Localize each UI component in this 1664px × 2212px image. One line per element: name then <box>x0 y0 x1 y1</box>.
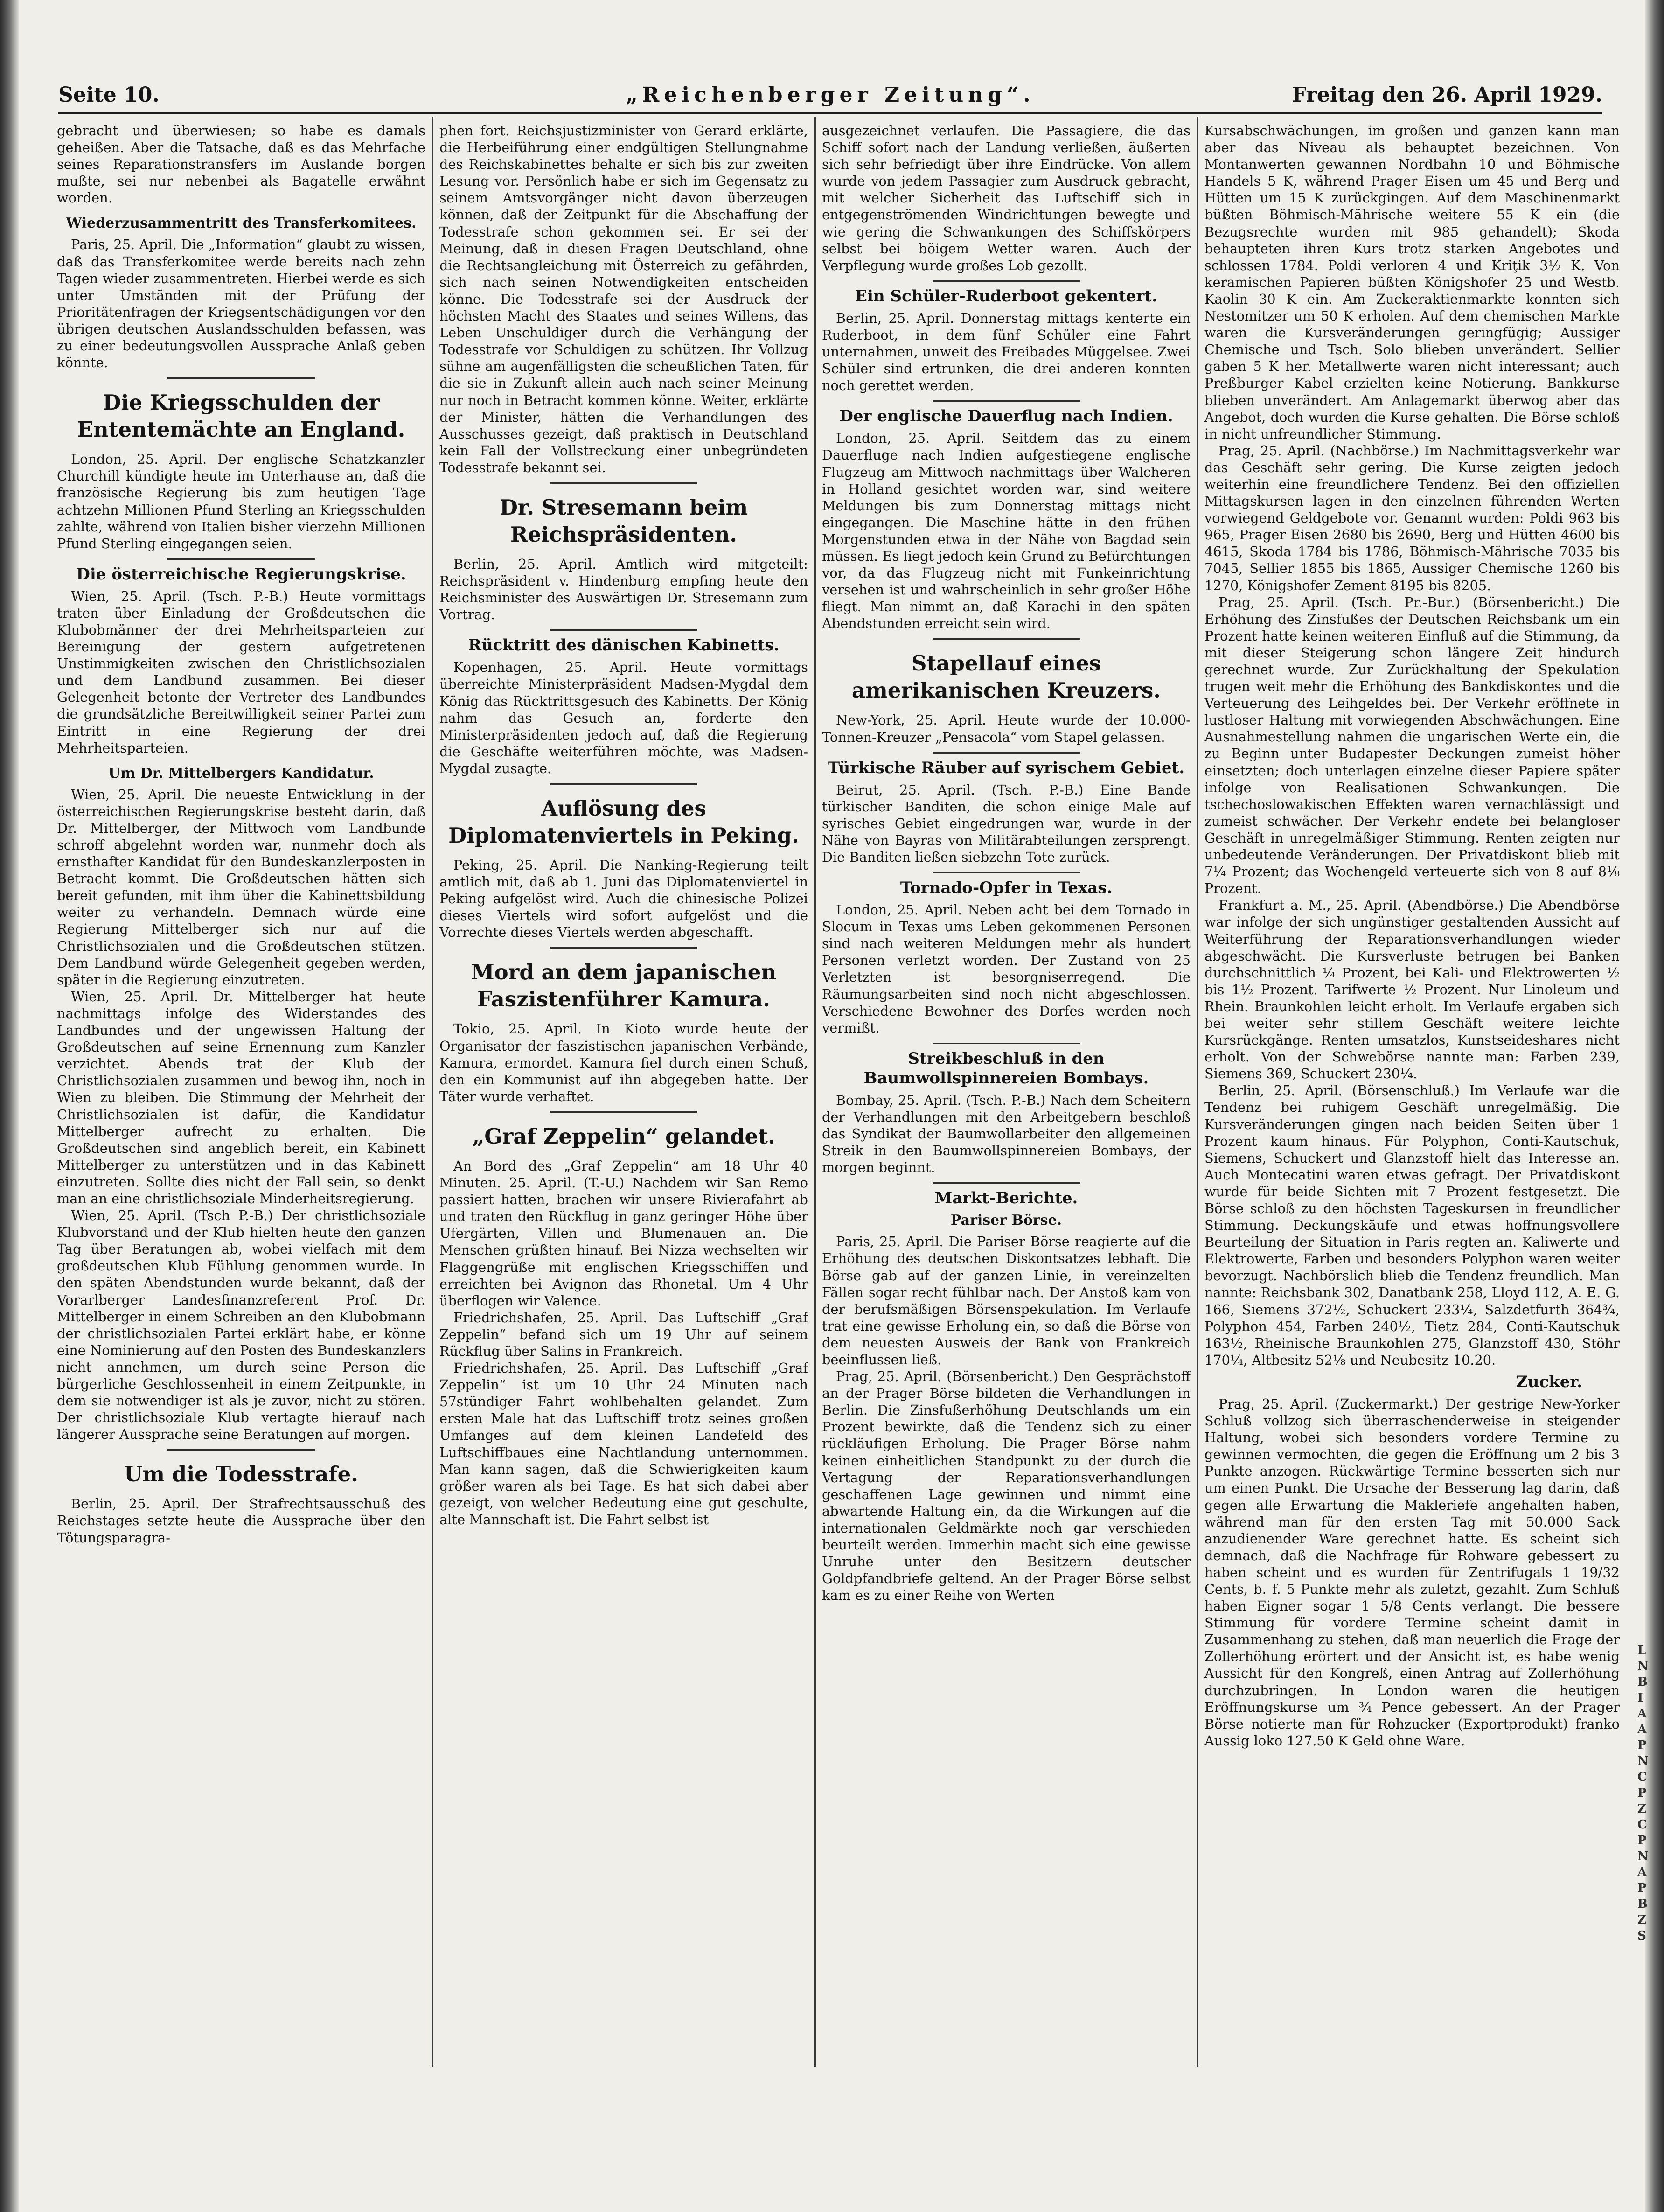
margin-fragment: P <box>1637 1786 1647 1800</box>
margin-fragment: P <box>1637 1834 1647 1848</box>
margin-fragment: B <box>1637 1675 1648 1689</box>
article-text: Prag, 25. April. (Zuckermarkt.) Der gestrige New-Yorker Schluß vollzog sich überraschenderweise in steigender Haltung, wobei sich besonders vordere Termine zu gewinnen vermochten, die gegen die Eröffnung um 2 bis 3 Punkte anzogen. Rückwärtige Termine besserten sich nur um einen Punkt. Die Ursache der Besserung lag darin, daß gegen alle Erwartung die Makleriefe angehalten haben, während man für den ersten Tag mit 50.000 Sack anzudienender Ware gerechnet hatte. Es scheint sich demnach, daß die Nachfrage für Rohware gebessert zu haben scheint und es wurden für Zentrifugals 1 19/32 Cents, b. f. 5 Punkte mehr als zuletzt, gezahlt. Zum Schluß haben Eigner sogar 1 5/8 Cents verlangt. Die bessere Stimmung für vordere Termine scheint damit in Zusammenhang zu stehen, daß man neuerlich die Frage der Zollerhöhung erörtert und der Ansicht ist, es habe wenig Aussicht für den Kongreß, einen Antrag auf Zollerhöhung durchzubringen. In London waren die heutigen Eröffnungskurse um ¾ Pence gebessert. An der Prager Börse notierte man für Rohzucker (Exportprodukt) franko Aussig loko 127.50 K Geld ohne Ware. <box>1204 1396 1620 1749</box>
separator <box>933 638 1080 640</box>
article-text: Tokio, 25. April. In Kioto wurde heute der Organisator der faszistischen japanischen Verbände, Kamura, ermordet. Kamura fiel durch einen Schuß, den ein Kommunist auf ihn abgegeben hatte. Der Täter wurde verhaftet. <box>439 1021 808 1104</box>
article-text: Kursabschwächungen, im großen und ganzen kann man aber das Niveau als behauptet bezeichnen. Von Montanwerten gewannen Nordbahn 10 und Böhmische Handels 5 K, während Prager Eisen um 45 und Berg und Hütten um 15 K zurückgingen. Auf dem Maschinenmarkt büßten Böhmisch-Mährische weitere 55 K ein (die Bezugsrechte wurden mit 985 gehandelt); Skoda behaupteten ihren Kurs trotz starken Angebotes und schlossen 1784. Poldi verloren 4 und Kriţik 3½ K. Von keramischen Papieren büßten Königshofer 25 und Westb. Kaolin 30 K ein. Am Zuckeraktienmarkte konnten sich Nestomitzer um 50 K erholen. Auf dem chemischen Markte waren die Kursveränderungen geringfügig; Aussiger Chemische und Tsch. Solo blieben unverändert. Sellier gaben 5 K her. Metallwerte waren nicht interessant; auch Preßburger Kabel erzielten keine Notierung. Bankkurse blieben unverändert. Am Anlagemarkt überwog aber das Angebot, doch wurden die Kurse gehalten. Die Börse schloß in nicht unfreundlicher Stimmung. <box>1204 123 1620 442</box>
article-text: New-York, 25. April. Heute wurde der 10.000-Tonnen-Kreuzer „Pensacola“ vom Stapel gelassen. <box>822 712 1191 745</box>
margin-fragment: N <box>1637 1754 1649 1768</box>
column-rule-3 <box>1197 117 1198 2067</box>
article-text: Prag, 25. April. (Nachbörse.) Im Nachmittagsverkehr war das Geschäft sehr gering. Die Kurse zeigten jedoch weiterhin eine freundlichere Tendenz. Bei den offiziellen Mittagskursen lagen in den einzelnen führenden Werten vorwiegend Geldgebote vor. Genannt wurden: Poldi 963 bis 965, Prager Eisen 2680 bis 2690, Berg und Hütten 4600 bis 4615, Skoda 1784 bis 1786, Böhmisch-Mährische 7035 bis 7045, Sellier 1855 bis 1865, Aussiger Chemische 1260 bis 1270, Königshofer Zement 8195 bis 8205. <box>1204 442 1620 593</box>
headline-zucker: Zucker. <box>1516 1372 1582 1391</box>
separator <box>933 280 1080 282</box>
column-rule-1 <box>432 117 433 2067</box>
separator <box>550 629 697 631</box>
article-text: Peking, 25. April. Die Nanking-Regierung teilt amtlich mit, daß ab 1. Juni das Diplomatenviertel in Peking aufgelöst wird. Auch die chinesische Polizei dieses Viertels wird sofort aufgelöst und die Vorrechte dieses Viertels werden abgeschafft. <box>439 857 808 941</box>
headline-streikbeschluss: Streikbeschluß in den Baumwollspinnereien Bombays. <box>863 1049 1149 1088</box>
headline-mittelberger: Um Dr. Mittelbergers Kandidatur. <box>108 765 374 782</box>
margin-fragment: P <box>1637 1738 1647 1752</box>
scan-edge-left <box>0 0 19 2212</box>
margin-fragment: S <box>1637 1929 1646 1943</box>
headline-todesstrafe: Um die Todesstrafe. <box>124 1462 358 1487</box>
headline-dauerflug: Der englische Dauerflug nach Indien. <box>839 407 1173 426</box>
column-1 <box>57 122 425 2068</box>
article-text: Friedrichshafen, 25. April. Das Luftschiff „Graf Zeppelin“ befand sich um 19 Uhr auf seinem Rückflug über Salins in Frankreich. <box>439 1309 808 1359</box>
article-text: Wien, 25. April. Die neueste Entwicklung in der österreichischen Regierungskrise besteht darin, daß Dr. Mittelberger, der Mittwoch vom Landbunde schroff abgelehnt worden war, nunmehr doch als ernsthafter Kandidat für den Bundeskanzlerposten in Betracht kommt. Die Großdeutschen hätten sich bereit gefunden, mit ihm über die Kabinettsbildung weiter zu verhandeln. Demnach würde eine Regierung Mittelberger sich nur auf die Christlichsozialen und die Großdeutschen stützen. Dem Landbund würde Gelegenheit gegeben werden, später in die Regierung einzutreten. <box>57 786 425 988</box>
separator <box>933 1043 1080 1044</box>
margin-fragment: Z <box>1637 1802 1646 1816</box>
header-rule <box>58 112 1602 114</box>
page-number: Seite 10. <box>58 83 160 107</box>
article-text: An Bord des „Graf Zeppelin“ am 18 Uhr 40 Minuten. 25. April. (T.-U.) Nachdem wir San Remo passiert hatten, brachen wir unsere Rivierafahrt ab und traten den Rückflug in ganz geringer Höhe über Ufergärten, Villen und Blumenauen an. Die Menschen grüßten hinauf. Bei Nizza wechselten wir Flaggengrüße mit englischen Kriegsschiffen und erreichten bei Avignon das Rhonetal. Um 4 Uhr überflogen wir Valence. <box>439 1158 808 1309</box>
margin-fragment: N <box>1637 1849 1649 1863</box>
headline-mord-kamura: Mord an dem japanischen Faszistenführer Kamura. <box>471 960 777 1012</box>
headline-diplomatenviertel: Auflösung des Diplomatenviertels in Peking. <box>448 796 799 848</box>
margin-fragments <box>1637 1642 1651 1944</box>
margin-fragment: Z <box>1637 1913 1646 1927</box>
column-2 <box>439 122 808 2068</box>
separator <box>167 558 315 560</box>
headline-tornado: Tornado-Opfer in Texas. <box>900 879 1113 898</box>
article-text: Berlin, 25. April. Amtlich wird mitgeteilt: Reichspräsident v. Hindenburg empfing heute den Reichsminister des Auswärtigen Dr. Stresemann zum Vortrag. <box>439 556 808 623</box>
headline-regierungskrise: Die österreichische Regierungskrise. <box>76 565 406 584</box>
article-text: Bombay, 25. April. (Tsch. P.-B.) Nach dem Scheitern der Verhandlungen mit den Arbeitgebern beschloß das Syndikat der Baumwollarbeiter den allgemeinen Streik in den Baumwollspinnereien Bombays, der morgen beginnt. <box>822 1092 1191 1176</box>
column-4 <box>1204 122 1620 2068</box>
article-text: London, 25. April. Seitdem das zu einem Dauerfluge nach Indien aufgestiegene englische Flugzeug am Mittwoch nachmittags über Walcheren in Holland gesichtet worden war, sind weitere Meldungen bis zum Donnerstag mittags nicht eingegangen. Die Maschine hätte in den frühen Morgenstunden etwa in der Nähe von Bagdad sein müssen. Es liegt jedoch kein Grund zu Befürchtungen vor, da das Flugzeug nicht mit Funkeinrichtung versehen ist und wahrscheinlich in sehr großer Höhe fliegt. Man nimmt an, daß Karachi in den späten Abendstunden erreicht sein wird. <box>822 430 1191 632</box>
headline-graf-zeppelin: „Graf Zeppelin“ gelandet. <box>472 1123 775 1149</box>
separator <box>550 1111 697 1113</box>
subheadline-pariser-boerse: Pariser Börse. <box>950 1212 1062 1229</box>
article-text: London, 25. April. Neben acht bei dem Tornado in Slocum in Texas ums Leben gekommenen Personen sind nach weiteren Meldungen mehr als hundert Personen verletzt worden. Der Zustand von 25 Verletzten ist besorgniserregend. Die Räumungsarbeiten sind noch nicht abgeschlossen. Verschiedene Bewohner des Dorfes werden noch vermißt. <box>822 902 1191 1036</box>
article-text: Beirut, 25. April. (Tsch. P.-B.) Eine Bande türkischer Banditen, die schon einige Male auf syrisches Gebiet eingedrungen war, wurde in der Nähe von Bayras von Militärabteilungen zersprengt. Die Banditen ließen siebzehn Tote zurück. <box>822 782 1191 865</box>
article-text: gebracht und überwiesen; so habe es damals geheißen. Aber die Tatsache, daß es das Mehrfache seines Reparationstransfers im Auslande borgen mußte, sei nur nebenbei als Bagatelle erwähnt worden. <box>57 123 425 206</box>
article-text: London, 25. April. Der englische Schatzkanzler Churchill kündigte heute im Unterhause an, daß die französische Regierung bis zum heutigen Tage achtzehn Millionen Pfund Sterling an Kriegsschulden zahlte, während von Italien bisher vierzehn Millionen Pfund Sterling eingegangen seien. <box>57 451 425 551</box>
article-text: Berlin, 25. April. (Börsenschluß.) Im Verlaufe war die Tendenz bei ruhigem Geschäft unregelmäßig. Die Kursveränderungen gingen nach beiden Seiten über 1 Prozent kaum hinaus. Für Polyphon, Conti-Kautschuk, Siemens, Schuckert und Glanzstoff hielt das Interesse an. Auch Montecatini waren etwas gefragt. Der Privatdiskont wurde für beide Sichten mit 7 Prozent festgesetzt. Die Börse schloß zu den höchsten Tageskursen in freundlicher Stimmung. Deckungskäufe und etwas hoffnungsvollere Beurteilung der Situation in Paris regten an. Kaliwerte und Elektrowerte, Farben und besonders Polyphon waren weiter bevorzugt. Nachbörslich blieb die Tendenz freundlich. Man nannte: Reichsbank 302, Danatbank 258, Lloyd 112, A. E. G. 166, Siemens 372½, Schuckert 233¼, Salzdetfurth 364¾, Polyphon 454, Farben 240½, Tietz 284, Conti-Kautschuk 163½, Rheinische Braunkohlen 275, Glanzstoff 430, Stöhr 170¼, Altbesitz 52⅛ und Neubesitz 10.20. <box>1204 1082 1620 1368</box>
article-text: Paris, 25. April. Die Pariser Börse reagierte auf die Erhöhung des deutschen Diskontsatzes lebhaft. Die Börse gab auf der ganzen Linie, in vereinzelten Fällen sogar recht fühlbar nach. Der Anstoß kam von der berufsmäßigen Börsenspekulation. Im Verlaufe trat eine gewisse Erholung ein, so daß die Börse von dem neuesten Ausweis der Bank von Frankreich beeinflussen ließ. <box>822 1234 1191 1368</box>
separator <box>933 400 1080 402</box>
separator <box>167 1449 315 1451</box>
article-text: Frankfurt a. M., 25. April. (Abendbörse.) Die Abendbörse war infolge der sich ungünstiger gestaltenden Aussicht auf Weiterführung der Reparationsverhandlungen wieder abgeschwächt. Die Kursverluste betrugen bei Banken durchschnittlich ¼ Prozent, bei Kali- und Elektrowerten ½ bis 1½ Prozent. Tarifwerte ½ Prozent. Nur Linoleum und Rhein. Braunkohlen leicht erholt. Im Verlaufe ergaben sich bei weiter sehr stillem Geschäft weitere leichte Kursrückgänge. Renten umsatzlos, Kunstseideshares nicht erholt. Von der Schwebörse nannte man: Farben 239, Siemens 369, Schuckert 230¼. <box>1204 897 1620 1082</box>
headline-stresemann: Dr. Stresemann beim Reichspräsidenten. <box>499 495 748 547</box>
margin-fragment: A <box>1637 1723 1647 1737</box>
separator <box>933 1182 1080 1184</box>
headline-markt-berichte: Markt-Berichte. <box>934 1189 1078 1208</box>
margin-fragment: A <box>1637 1707 1647 1721</box>
separator <box>933 752 1080 754</box>
headline-transferkomitee: Wiederzusammentritt des Transferkomitees. <box>66 215 417 232</box>
headline-kriegsschulden: Die Kriegsschulden der Ententemächte an England. <box>77 390 405 442</box>
article-text: Paris, 25. April. Die „Information“ glaubt zu wissen, daß das Transferkomitee werde bereits nach zehn Tagen wieder zusammentreten. Hierbei werde es sich unter Umständen mit der Prüfung der Prioritätenfragen der Kriegsentschädigungen vor den übrigen deutschen Auslandsschulden befassen, was zu einer bedeutungsvollen Aussprache Anlaß geben könnte. <box>57 237 425 371</box>
margin-fragment: N <box>1637 1659 1649 1673</box>
margin-fragment: L <box>1637 1643 1646 1657</box>
page-header <box>58 83 1602 111</box>
issue-date: Freitag den 26. April 1929. <box>1292 83 1602 107</box>
margin-fragment: C <box>1637 1770 1647 1784</box>
article-text: Berlin, 25. April. Donnerstag mittags kenterte ein Ruderboot, in dem fünf Schüler eine Fahrt unternahmen, unweit des Freibades Müggelsee. Zwei Schüler sind ertrunken, die drei anderen konnten noch gerettet werden. <box>822 310 1191 394</box>
article-text: Berlin, 25. April. Der Strafrechtsausschuß des Reichstages setzte heute die Aussprache über den Tötungsparagra- <box>57 1496 425 1546</box>
article-text: Prag, 25. April. (Börsenbericht.) Den Gesprächstoff an der Prager Börse bildeten die Verhandlungen in Berlin. Die Zinsfußerhöhung Deutschlands um ein Prozent bewirkte, daß die Tendenz sich zu einer rückläufigen Erholung. Die Prager Börse nahm keinen einheitlichen Standpunkt zu der durch die Vertagung der Reparationsverhandlungen geschaffenen Lage gewinnen und nimmt eine abwartende Haltung ein, da die Wirkungen auf die internationalen Geldmärkte noch gar verschieden beurteilt werden. Immerhin macht sich eine gewisse Unruhe unter den Besitzern deutscher Goldpfandbriefe geltend. An der Prager Börse selbst kam es zu einer Reihe von Werten <box>822 1368 1191 1604</box>
margin-fragment: I <box>1637 1691 1643 1705</box>
article-text: Wien, 25. April. (Tsch P.-B.) Der christlichsoziale Klubvorstand und der Klub hielten heute den ganzen Tag über Beratungen ab, wobei vielfach mit dem großdeutschen Klub Fühlung genommen wurde. In den späten Abendstunden wurde bekannt, daß der Vorarlberger Landesfinanzreferent Prof. Dr. Mittelberger in einem Schreiben an den Klubobmann der christlichsozialen Partei erklärt habe, er könne eine Nominierung auf den Posten des Bundeskanzlers nicht annehmen, um durch seine Person die bürgerliche Geschlossenheit in einem Zeitpunkte, in dem sie notwendiger ist als je zuvor, nicht zu stören. Der christlichsoziale Klub vertagte hierauf nach längerer Aussprache seine Beratungen auf morgen. <box>57 1207 425 1443</box>
margin-fragment: C <box>1637 1818 1647 1832</box>
separator <box>167 377 315 379</box>
separator <box>933 872 1080 873</box>
separator <box>550 783 697 785</box>
article-text: Wien, 25. April. (Tsch. P.-B.) Heute vormittags traten über Einladung der Großdeutschen die Klubobmänner der drei Mehrheitsparteien zur Bereinigung der gestern aufgetretenen Unstimmigkeiten zwischen den Christlichsozialen und dem Landbund zusammen. Bei dieser Gelegenheit betonte der Vertreter des Landbundes die grundsätzliche Bereitwilligkeit seiner Partei zum Eintritt in eine Regierung der drei Mehrheitsparteien. <box>57 588 425 756</box>
column-3 <box>822 122 1191 2068</box>
headline-tuerkische-raeuber: Türkische Räuber auf syrischem Gebiet. <box>828 758 1185 777</box>
article-text: phen fort. Reichsjustizminister von Gerard erklärte, die Herbeiführung einer endgültigen Stellungnahme des Reichskabinettes behalte er sich bis zur zweiten Lesung vor. Persönlich habe er sich im Gegensatz zu seinem Amtsvorgänger nicht davon überzeugen können, daß der Zeitpunkt für die Abschaffung der Todesstrafe schon gekommen sei. Er sei der Meinung, daß in diesen Fragen Deutschland, ohne die Rechtsangleichung mit Österreich zu gefährden, sich nach seinen Notwendigkeiten entscheiden könne. Die Todesstrafe sei der Ausdruck der höchsten Macht des Staates und seines Willens, das Leben Unschuldiger durch die Verhängung der Todesstrafe vor Schuldigen zu schützen. Ihr Vollzug sühne am augenfälligsten die scheußlichen Taten, für die sie in Zukunft allein auch nach seiner Meinung nur noch in Betracht kommen könne. Weiter, erklärte der Minister, hätten die Verhandlungen des Ausschusses gezeigt, daß praktisch in Deutschland kein Fall der Vollstreckung einer unbegründeten Todesstrafe bekannt sei. <box>439 123 808 475</box>
separator <box>550 947 697 949</box>
headline-daenisches-kabinett: Rücktritt des dänischen Kabinetts. <box>468 636 780 655</box>
headline-stapellauf: Stapellauf eines amerikanischen Kreuzers. <box>852 651 1161 703</box>
margin-fragment: B <box>1637 1897 1648 1911</box>
article-text: Friedrichshafen, 25. April. Das Luftschiff „Graf Zeppelin“ ist um 10 Uhr 24 Minuten nach 57stündiger Fahrt wohlbehalten gelandet. Zum ersten Male hat das Luftschiff trotz seines großen Umfanges auf dem kleinen Landefeld des Luftschiffbaues eine Nachtlandung unternommen. Man kann sagen, daß die Schwierigkeiten kaum größer waren als bei Tage. Es hat sich dabei aber gezeigt, von welcher Bedeutung eine gut geschulte, alte Mannschaft ist. Die Fahrt selbst ist <box>439 1360 808 1528</box>
article-text: Kopenhagen, 25. April. Heute vormittags überreichte Ministerpräsident Madsen-Mygdal dem König das Rücktrittsgesuch des Kabinetts. Der König nahm das Gesuch an, forderte den Ministerpräsidenten jedoch auf, daß die Regierung die Geschäfte weiterführen möchte, was Madsen-Mygdal zusagte. <box>439 659 808 776</box>
article-text: Prag, 25. April. (Tsch. Pr.-Bur.) (Börsenbericht.) Die Erhöhung des Zinsfußes der Deutschen Reichsbank um ein Prozent hatte keinen weiteren Einfluß auf die Stimmung, da mit dieser Steigerung schon längere Zeit hindurch gerechnet wurde. Zur Zurückhaltung der Spekulation trugen weit mehr die Erhöhung des Bankdiskontes und die Verteuerung des Leihgeldes bei. Der Verkehr eröffnete in lustloser Haltung mit vorwiegenden Abschwächungen. Eine Ausnahmestellung nahmen die ungarischen Werte ein, die zu Beginn unter Budapester Deckungen zumeist höher einsetzten; doch unterlagen einzelne dieser Papiere später infolge von Realisationen Schwankungen. Die tschechoslowakischen Effekten waren vernachlässigt und zumeist schwächer. Der Verkehr endete bei belangloser Geschäft in unregelmäßiger Stimmung. Renten zeigten nur unbedeutende Veränderungen. Der Privatdiskont blieb mit 7¼ Prozent; das Wochengeld verteuerte sich von 8 auf 8⅛ Prozent. <box>1204 594 1620 897</box>
margin-fragment: A <box>1637 1865 1647 1879</box>
margin-fragment: P <box>1637 1881 1647 1895</box>
headline-ruderboot: Ein Schüler-Ruderboot gekentert. <box>855 286 1157 306</box>
masthead: „Reichenberger Zeitung“. <box>626 83 1035 107</box>
column-rule-2 <box>814 117 816 2067</box>
separator <box>550 482 697 484</box>
article-text: Wien, 25. April. Dr. Mittelberger hat heute nachmittags infolge des Widerstandes des Landbundes und der ungewissen Haltung der Großdeutschen auf seine Ernennung zum Kanzler verzichtet. Abends trat der Klub der Christlichsozialen zusammen und bewog ihn, noch in Wien zu bleiben. Die Stimmung der Mehrheit der Christlichsozialen ist dafür, die Kandidatur Mittelberger aufrecht zu erhalten. Die Großdeutschen sind angeblich bereit, ein Kabinett Mittelberger zu unterstützen und in das Kabinett einzutreten. Sollte dies nicht der Fall sein, so denkt man an eine christlichsoziale Minderheitsregierung. <box>57 988 425 1207</box>
article-text: ausgezeichnet verlaufen. Die Passagiere, die das Schiff sofort nach der Landung verließen, äußerten sich sehr befriedigt über ihre Eindrücke. Von allem wurde von jedem Passagier zum Ausdruck gebracht, mit welcher Sicherheit das Luftschiff sich in entgegenströmenden Windrichtungen bewegte und wie gering die Schwankungen des Schiffskörpers selbst bei böigem Wetter waren. Auch der Verpflegung wurde großes Lob gezollt. <box>822 123 1191 273</box>
